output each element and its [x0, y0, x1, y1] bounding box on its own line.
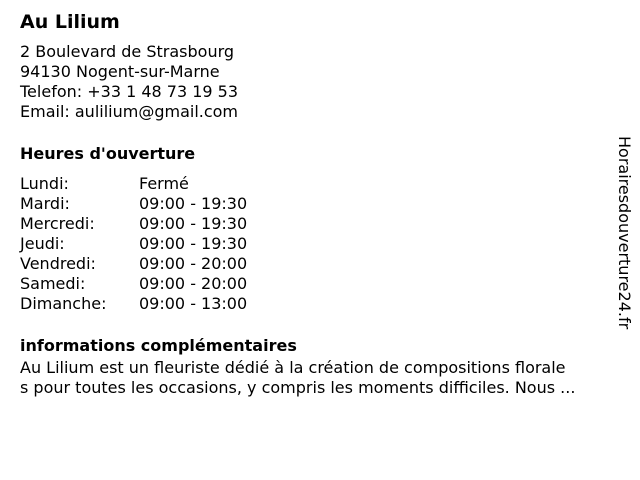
- hours-row: [20, 194, 630, 214]
- hours-day: Jeudi:: [20, 234, 65, 253]
- hours-time: 09:00 - 19:30: [139, 234, 248, 253]
- hours-time: 09:00 - 19:30: [139, 194, 248, 213]
- hours-row: [20, 214, 630, 234]
- hours-time: 09:00 - 20:00: [139, 274, 248, 293]
- info-line-2: s pour toutes les occasions, y compris les moments difficiles. Nous ...: [20, 378, 576, 397]
- hours-row: [20, 294, 630, 314]
- hours-time: Fermé: [139, 174, 189, 193]
- hours-time: 09:00 - 13:00: [139, 294, 248, 313]
- brand-watermark: Horairesdouverture24.fr: [615, 136, 634, 330]
- hours-row: [20, 174, 630, 194]
- hours-table: [20, 174, 630, 314]
- address-line-2: 94130 Nogent-sur-Marne: [20, 62, 220, 81]
- email-text: Email: aulilium@gmail.com: [20, 102, 239, 121]
- hours-title: Heures d'ouverture: [20, 144, 196, 163]
- address-line-1: 2 Boulevard de Strasbourg: [20, 42, 235, 61]
- hours-day: Lundi:: [20, 174, 69, 193]
- hours-row: [20, 274, 630, 294]
- business-card: [20, 10, 630, 398]
- hours-row: [20, 234, 630, 254]
- hours-time: 09:00 - 19:30: [139, 214, 248, 233]
- info-line-1: Au Lilium est un fleuriste dédié à la création de compositions florale: [20, 358, 566, 377]
- hours-day: Mardi:: [20, 194, 70, 213]
- hours-day: Vendredi:: [20, 254, 96, 273]
- phone-text: Telefon: +33 1 48 73 19 53: [20, 82, 239, 101]
- info-description: [20, 358, 620, 398]
- hours-row: [20, 254, 630, 274]
- hours-day: Samedi:: [20, 274, 86, 293]
- business-name: Au Lilium: [20, 11, 120, 33]
- hours-day: Mercredi:: [20, 214, 95, 233]
- hours-day: Dimanche:: [20, 294, 107, 313]
- contact-block: [20, 42, 630, 122]
- info-title: informations complémentaires: [20, 336, 297, 355]
- hours-time: 09:00 - 20:00: [139, 254, 248, 273]
